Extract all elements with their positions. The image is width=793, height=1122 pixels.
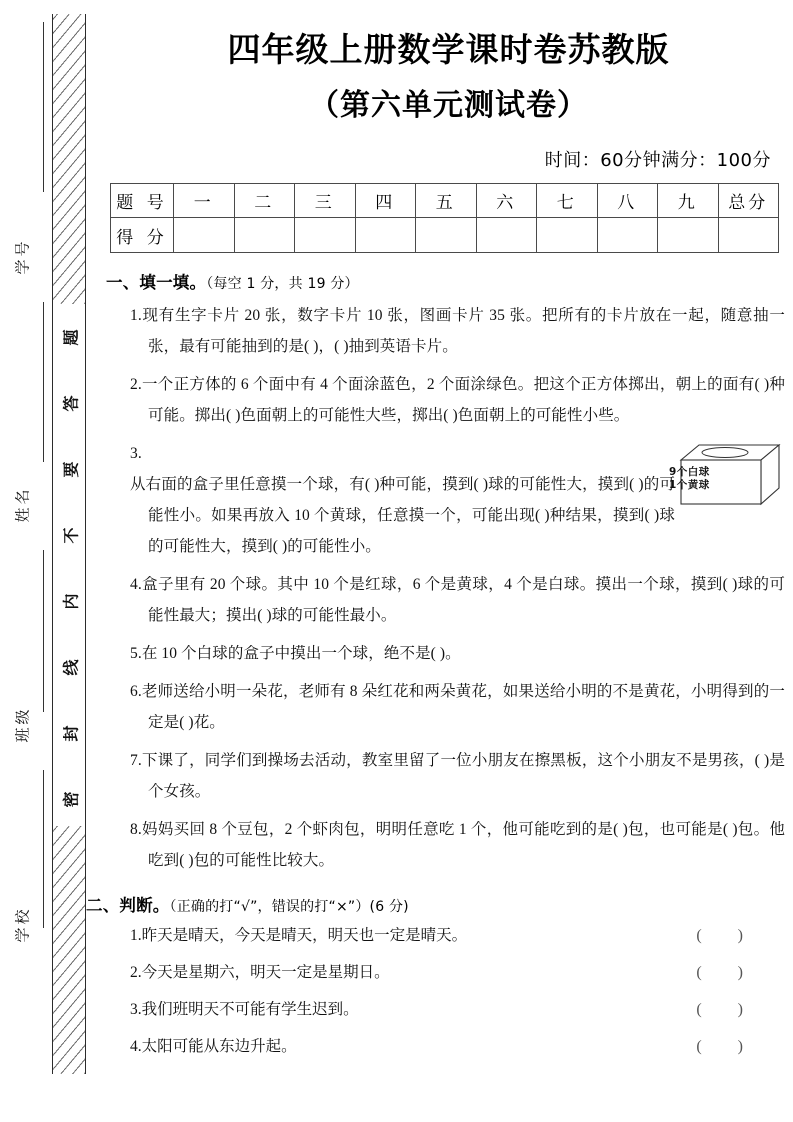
score-cell-7[interactable]: [537, 218, 598, 253]
judgment-item-3-text: 我们班明天不可能有学生迟到。: [141, 1000, 359, 1018]
section-title-judgment: 二、判断。: [86, 896, 170, 916]
score-table-row-label-score: 得 分: [111, 218, 174, 253]
student-info-rule: [43, 302, 44, 462]
seal-char-mi: 密: [63, 791, 81, 808]
question-3: [130, 438, 793, 562]
ball-box-label-line1: 9个白球: [669, 466, 710, 479]
judgment-item-3-number: 3.: [130, 1000, 142, 1018]
score-table-col-9: 九: [658, 184, 719, 218]
exam-content: [86, 0, 793, 1122]
section-title-fill-in: 一、填一填。: [106, 273, 207, 293]
judgment-item-1: [130, 920, 793, 953]
seal-char-bu: 不: [63, 527, 81, 544]
table-row: [111, 218, 779, 253]
score-cell-8[interactable]: [597, 218, 658, 253]
judgment-item-2-number: 2.: [130, 964, 142, 982]
judgment-item-4: [130, 1031, 793, 1064]
seal-char-da: 答: [63, 395, 81, 412]
score-table-col-total: 总分: [718, 184, 779, 218]
question-4-text: 盒子里有 20 个球。其中 10 个是红球，6 个是黄球，4 个是白球。摸出一个球，摸到( )球的可能性最大；摸出( )球的可能性最小。: [141, 576, 785, 625]
question-5-number: 5.: [130, 645, 142, 663]
student-info-rule: [43, 550, 44, 712]
score-cell-5[interactable]: [416, 218, 477, 253]
judgment-item-3: [130, 994, 793, 1027]
question-5: [130, 638, 793, 669]
score-table-col-6: 六: [476, 184, 537, 218]
question-8: [130, 814, 793, 876]
judgment-item-2-text: 今天是星期六，明天一定是星期日。: [141, 964, 390, 982]
score-table-col-1: 一: [174, 184, 235, 218]
score-cell-9[interactable]: [658, 218, 719, 253]
question-4: [130, 569, 793, 631]
seal-char-yao: 要: [63, 461, 81, 478]
judgment-item-2: [130, 957, 793, 990]
judgment-item-4-answer-box[interactable]: ( ): [696, 1037, 759, 1055]
judgment-item-4-text: 太阳可能从东边升起。: [141, 1037, 297, 1055]
judgment-item-1-answer-box[interactable]: ( ): [696, 927, 759, 945]
seal-char-ti: 题: [63, 329, 81, 346]
score-table: [110, 183, 779, 253]
student-info-column: [2, 14, 46, 1074]
question-3-number: 3.: [130, 445, 142, 463]
score-cell-2[interactable]: [234, 218, 295, 253]
score-cell-3[interactable]: [295, 218, 356, 253]
score-table-col-5: 五: [416, 184, 477, 218]
section-points-judgment: （正确的打“√”，错误的打“×”）(6 分): [169, 899, 409, 916]
score-cell-6[interactable]: [476, 218, 537, 253]
question-5-text: 在 10 个白球的盒子中摸出一个球，绝不是( )。: [141, 645, 461, 663]
page-subtitle: （第六单元测试卷）: [309, 88, 588, 124]
question-7-text: 下课了，同学们到操场去活动，教室里留了一位小朋友在擦黑板，这个小朋友不是男孩，( )是个女孩。: [141, 752, 785, 801]
section-points-fill-in: （每空 1 分，共 19 分）: [206, 276, 359, 293]
question-2: [130, 369, 793, 431]
ball-box-figure: [669, 440, 787, 514]
seal-char-nei: 内: [63, 593, 81, 610]
student-info-rule: [43, 770, 44, 928]
seal-char-xian: 线: [63, 659, 81, 676]
score-table-col-4: 四: [355, 184, 416, 218]
score-table-wrapper: [110, 183, 779, 253]
question-1-text: 现有生字卡片 20 张，数字卡片 10 张，图画卡片 35 张。把所有的卡片放在一起，随意抽一张，最有可能抽到的是( )，( )抽到英语卡片。: [141, 307, 785, 356]
question-8-number: 8.: [130, 821, 142, 839]
student-info-rule: [43, 22, 44, 192]
score-table-col-3: 三: [295, 184, 356, 218]
question-7: [130, 745, 793, 807]
seal-hatch-top: [53, 14, 85, 304]
student-info-label-xuexiao: 学校: [15, 906, 32, 943]
seal-char-feng: 封: [63, 725, 81, 742]
sealing-margin: [0, 14, 100, 1074]
score-cell-4[interactable]: [355, 218, 416, 253]
student-info-label-xuehao: 学号: [15, 238, 32, 275]
question-1-number: 1.: [130, 307, 142, 325]
score-table-col-7: 七: [537, 184, 598, 218]
question-8-text: 妈妈买回 8 个豆包，2 个虾肉包，明明任意吃 1 个，他可能吃到的是( )包，也可能是( )包。他吃到( )包的可能性比较大。: [141, 821, 785, 870]
judgment-item-4-number: 4.: [130, 1037, 142, 1055]
question-4-number: 4.: [130, 576, 142, 594]
score-cell-total[interactable]: [718, 218, 779, 253]
question-3-text: 从右面的盒子里任意摸一个球，有( )种可能，摸到( )球的可能性大，摸到( )的可能性小。如果再放入 10 个黄球，任意摸一个，可能出现( )种结果，摸到( )球的可能性大，摸到( )的可能性小。: [130, 476, 675, 556]
section-heading-fill-in: [106, 269, 793, 293]
table-row: [111, 184, 779, 218]
student-info-label-banji: 班级: [15, 706, 32, 743]
question-7-number: 7.: [130, 752, 142, 770]
judgment-item-3-answer-box[interactable]: ( ): [696, 1000, 759, 1018]
score-table-row-label-questions: 题 号: [111, 184, 174, 218]
score-cell-1[interactable]: [174, 218, 235, 253]
student-info-label-xingming: 姓名: [15, 486, 32, 523]
ball-box-label-line2: 1个黄球: [669, 479, 710, 492]
ball-box-label: [669, 466, 710, 492]
question-2-text: 一个正方体的 6 个面中有 4 个面涂蓝色，2 个面涂绿色。把这个正方体掷出，朝上的面有( )种可能。掷出( )色面朝上的可能性大些，掷出( )色面朝上的可能性小些。: [141, 376, 785, 425]
question-1: [130, 300, 793, 362]
seal-hatch-bottom: [53, 826, 85, 1074]
judgment-item-1-text: 昨天是晴天，今天是晴天，明天也一定是晴天。: [141, 927, 468, 945]
section-heading-judgment: [86, 892, 793, 916]
exam-meta: 时间：60分钟满分：100分: [544, 150, 771, 172]
page-title: 四年级上册数学课时卷苏教版: [227, 30, 670, 69]
seal-strip: [52, 14, 86, 1074]
judgment-item-2-answer-box[interactable]: ( ): [696, 964, 759, 982]
judgment-item-1-number: 1.: [130, 927, 142, 945]
question-6: [130, 676, 793, 738]
score-table-col-8: 八: [597, 184, 658, 218]
question-2-number: 2.: [130, 376, 142, 394]
question-6-number: 6.: [130, 683, 142, 701]
score-table-col-2: 二: [234, 184, 295, 218]
question-6-text: 老师送给小明一朵花，老师有 8 朵红花和两朵黄花，如果送给小明的不是黄花，小明得到的一定是( )花。: [141, 683, 785, 732]
